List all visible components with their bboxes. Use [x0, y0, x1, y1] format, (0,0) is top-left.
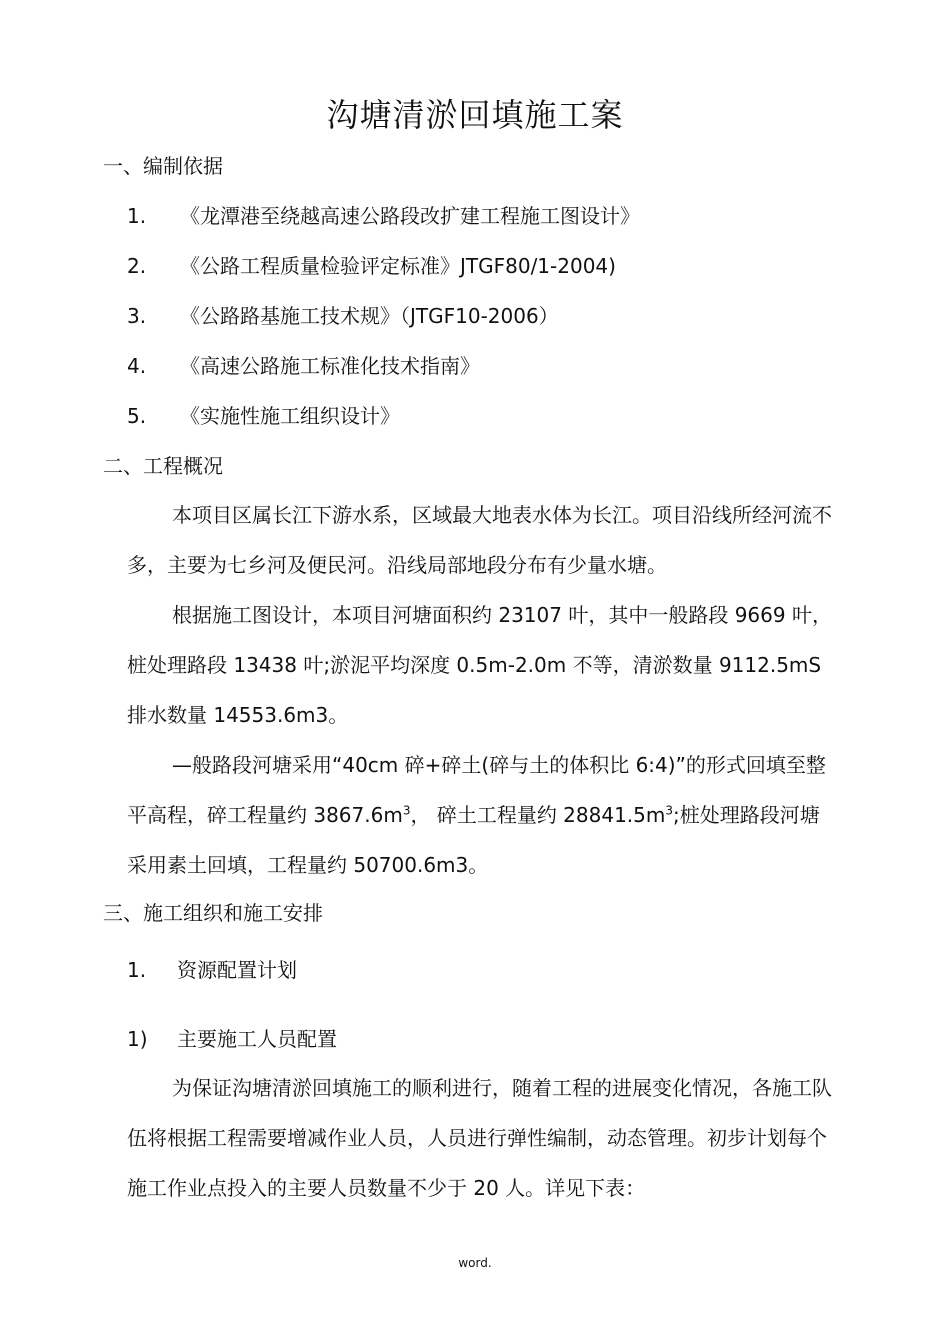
- paragraph-line: 排水数量 14553.6m3。: [127, 703, 349, 727]
- list-number: 1.: [127, 958, 147, 982]
- paragraph-line: 伍将根据工程需要增减作业人员，人员进行弹性编制，动态管理。初步计划每个: [127, 1126, 827, 1150]
- text-segment: ， 碎土工程量约 28841.5m: [410, 803, 666, 827]
- subheading-resources: 资源配置计划: [177, 958, 297, 982]
- subheading-personnel: 主要施工人员配置: [177, 1027, 337, 1051]
- paragraph-line: —般路段河塘采用“40cm 碎+碎土(碎与土的体积比 6:4)”的形式回填至整: [172, 753, 826, 777]
- ref-number: 4.: [127, 354, 147, 378]
- section-heading-overview: 二、工程概况: [103, 454, 223, 478]
- page-footer: word.: [458, 1256, 492, 1270]
- text-segment: 平高程，碎工程量约 3867.6m: [127, 803, 403, 827]
- ref-number: 5.: [127, 404, 147, 428]
- ref-number: 1.: [127, 204, 147, 228]
- ref-item: 《实施性施工组织设计》: [180, 404, 400, 428]
- superscript: 3: [402, 803, 411, 818]
- ref-number: 3.: [127, 304, 147, 328]
- text-segment: ;桩处理路段河塘: [673, 803, 820, 827]
- section-heading-basis: 一、编制依据: [103, 154, 223, 178]
- ref-number: 2.: [127, 254, 147, 278]
- ref-item: 《龙潭港至绕越高速公路段改扩建工程施工图设计》: [180, 204, 640, 228]
- paragraph-line: 根据施工图设计，本项目河塘面积约 23107 叶，其中一般路段 9669 叶，: [172, 603, 832, 627]
- superscript: 3: [665, 803, 674, 818]
- paragraph-line: 采用素土回填，工程量约 50700.6m3。: [127, 853, 489, 877]
- list-number: 1): [127, 1027, 148, 1051]
- paragraph-line: 多，主要为七乡河及便民河。沿线局部地段分布有少量水塘。: [127, 553, 667, 577]
- paragraph-line: 为保证沟塘清淤回填施工的顺利进行，随着工程的进展变化情况，各施工队: [172, 1076, 832, 1100]
- ref-item: 《公路路基施工技术规》（JTGF10-2006）: [180, 304, 559, 328]
- paragraph-line: 施工作业点投入的主要人员数量不少于 20 人。详见下表：: [127, 1176, 646, 1200]
- document-title: 沟塘清淤回填施工案: [326, 96, 624, 134]
- ref-item: 《公路工程质量检验评定标准》JTGF80/1-2004): [180, 254, 616, 278]
- paragraph-line: [127, 790, 820, 840]
- paragraph-line: 桩处理路段 13438 叶;淤泥平均深度 0.5m-2.0m 不等，清淤数量 9112.5mS: [127, 653, 822, 677]
- section-heading-organization: 三、施工组织和施工安排: [103, 901, 323, 925]
- paragraph-line: 本项目区属长江下游水系，区域最大地表水体为长江。项目沿线所经河流不: [172, 503, 832, 527]
- ref-item: 《高速公路施工标准化技术指南》: [180, 354, 480, 378]
